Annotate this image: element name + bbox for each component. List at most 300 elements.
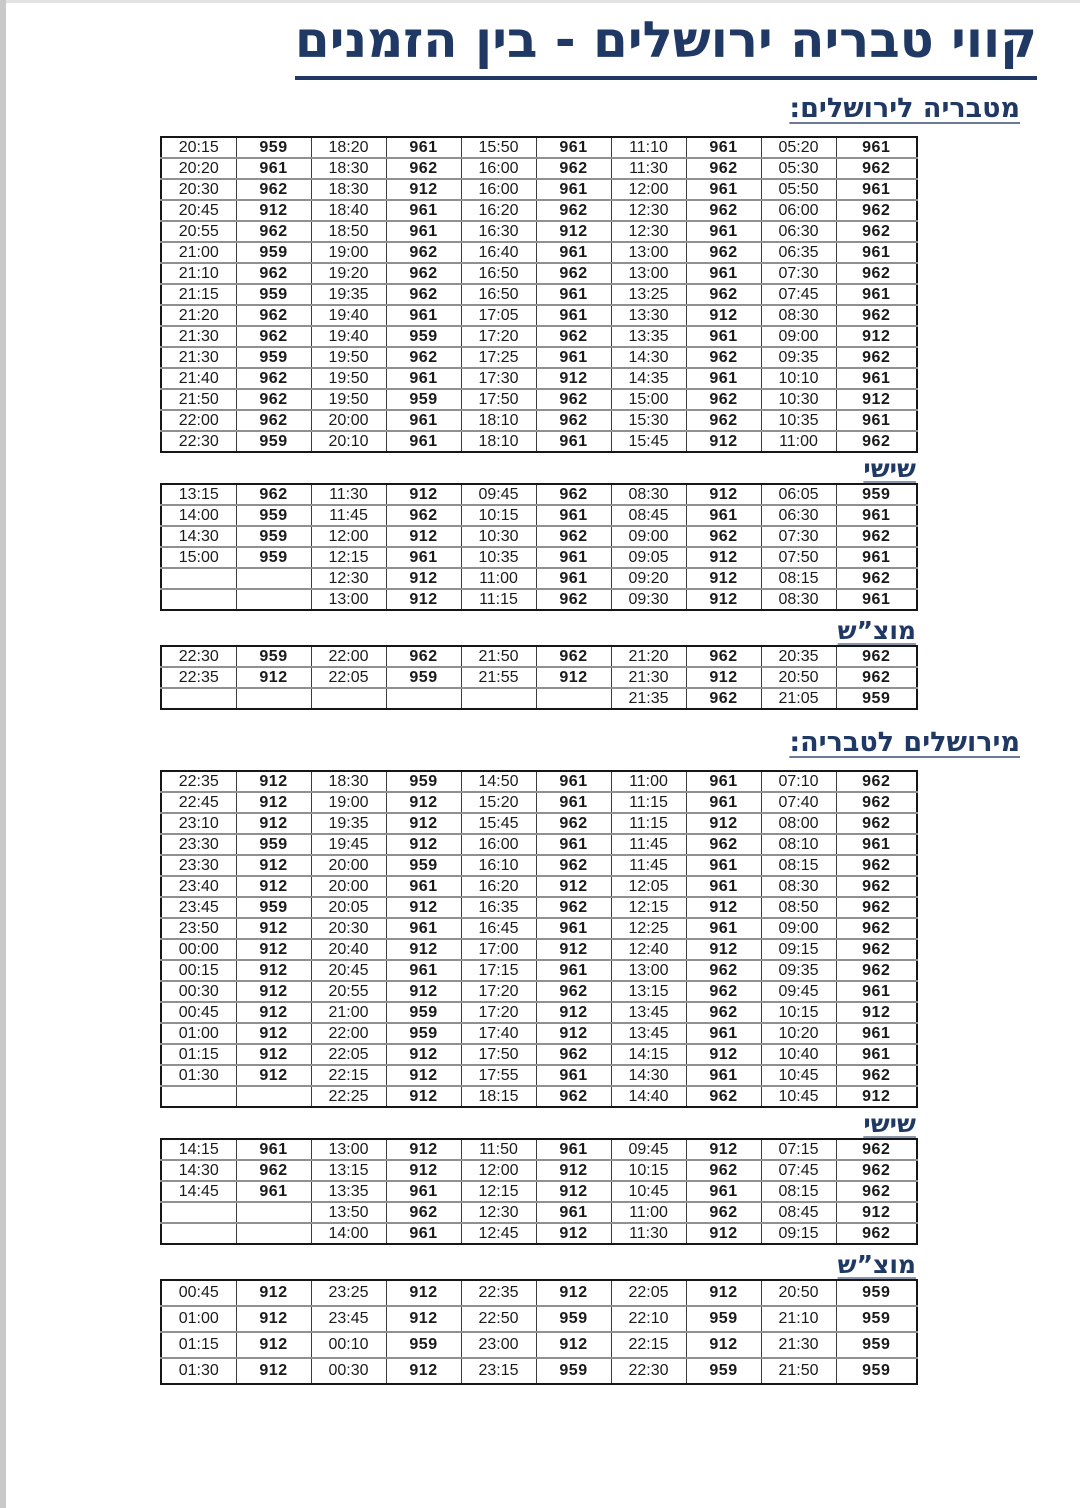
departure-time-cell: 05:20 — [761, 137, 836, 158]
departure-time-cell: 19:00 — [311, 242, 386, 263]
line-number-cell: 961 — [836, 242, 917, 263]
departure-time-cell: 12:30 — [611, 200, 686, 221]
line-number-cell: 959 — [236, 646, 311, 667]
timetable-row — [161, 326, 917, 347]
line-number-cell: 912 — [236, 939, 311, 960]
departure-time-cell: 20:05 — [311, 897, 386, 918]
departure-time-cell: 21:00 — [311, 1002, 386, 1023]
departure-time-cell: 22:15 — [311, 1065, 386, 1086]
line-number-cell: 961 — [536, 242, 611, 263]
line-number-cell: 912 — [386, 1086, 461, 1107]
line-number-cell: 962 — [236, 484, 311, 505]
line-number-cell: 961 — [536, 960, 611, 981]
line-number-cell — [386, 688, 461, 709]
departure-time-cell: 22:30 — [161, 431, 236, 452]
line-number-cell: 961 — [686, 876, 761, 897]
timetable-row — [161, 347, 917, 368]
timetable-row — [161, 200, 917, 221]
departure-time-cell: 22:50 — [461, 1306, 536, 1332]
departure-time-cell: 12:30 — [311, 568, 386, 589]
departure-time-cell: 12:25 — [611, 918, 686, 939]
departure-time-cell: 19:40 — [311, 326, 386, 347]
line-number-cell: 912 — [236, 200, 311, 221]
departure-time-cell: 13:00 — [311, 589, 386, 610]
departure-time-cell: 10:15 — [611, 1160, 686, 1181]
line-number-cell: 961 — [236, 158, 311, 179]
departure-time-cell: 21:05 — [761, 688, 836, 709]
line-number-cell: 912 — [686, 1044, 761, 1065]
departure-time-cell: 07:30 — [761, 526, 836, 547]
departure-time-cell: 20:45 — [311, 960, 386, 981]
departure-time-cell: 22:35 — [461, 1280, 536, 1306]
timetable-row — [161, 505, 917, 526]
departure-time-cell: 13:50 — [311, 1202, 386, 1223]
line-number-cell: 912 — [536, 667, 611, 688]
departure-time-cell: 19:40 — [311, 305, 386, 326]
line-number-cell: 961 — [686, 263, 761, 284]
departure-time-cell: 22:35 — [161, 771, 236, 792]
departure-time-cell: 16:20 — [461, 876, 536, 897]
departure-time-cell: 09:30 — [611, 589, 686, 610]
departure-time-cell: 10:45 — [761, 1065, 836, 1086]
departure-time-cell: 14:35 — [611, 368, 686, 389]
timetable-row — [161, 918, 917, 939]
departure-time-cell: 21:00 — [161, 242, 236, 263]
line-number-cell — [236, 589, 311, 610]
departure-time-cell: 09:00 — [761, 326, 836, 347]
line-number-cell: 962 — [236, 410, 311, 431]
departure-time-cell: 00:10 — [311, 1332, 386, 1358]
departure-time-cell: 11:10 — [611, 137, 686, 158]
line-number-cell: 912 — [686, 1139, 761, 1160]
departure-time-cell: 21:50 — [761, 1358, 836, 1384]
line-number-cell: 962 — [686, 1202, 761, 1223]
departure-time-cell: 12:00 — [461, 1160, 536, 1181]
line-number-cell: 912 — [386, 1358, 461, 1384]
departure-time-cell: 01:00 — [161, 1306, 236, 1332]
departure-time-cell: 11:30 — [611, 158, 686, 179]
timetable-row — [161, 688, 917, 709]
line-number-cell: 912 — [236, 771, 311, 792]
line-number-cell: 961 — [536, 568, 611, 589]
departure-time-cell: 17:25 — [461, 347, 536, 368]
line-number-cell: 961 — [536, 284, 611, 305]
departure-time-cell: 17:50 — [461, 389, 536, 410]
departure-time-cell: 17:55 — [461, 1065, 536, 1086]
departure-time-cell: 11:30 — [611, 1223, 686, 1244]
departure-time-cell: 11:45 — [611, 855, 686, 876]
line-number-cell: 961 — [536, 505, 611, 526]
departure-time-cell — [161, 1086, 236, 1107]
departure-time-cell: 09:35 — [761, 960, 836, 981]
line-number-cell: 962 — [536, 981, 611, 1002]
line-number-cell: 962 — [236, 263, 311, 284]
timetable-row — [161, 179, 917, 200]
departure-time-cell: 13:15 — [611, 981, 686, 1002]
line-number-cell: 912 — [536, 1181, 611, 1202]
departure-time-cell — [161, 1223, 236, 1244]
departure-time-cell: 14:30 — [611, 1065, 686, 1086]
line-number-cell: 961 — [236, 1139, 311, 1160]
departure-time-cell: 10:15 — [761, 1002, 836, 1023]
line-number-cell: 962 — [836, 1160, 917, 1181]
departure-time-cell: 06:05 — [761, 484, 836, 505]
line-number-cell: 912 — [236, 981, 311, 1002]
line-number-cell: 962 — [686, 158, 761, 179]
line-number-cell — [236, 568, 311, 589]
departure-time-cell: 11:00 — [611, 771, 686, 792]
line-number-cell: 962 — [536, 410, 611, 431]
line-number-cell: 912 — [386, 834, 461, 855]
departure-time-cell: 18:30 — [311, 179, 386, 200]
timetable-row — [161, 813, 917, 834]
line-number-cell: 912 — [236, 1065, 311, 1086]
departure-time-cell: 20:00 — [311, 410, 386, 431]
timetable-row — [161, 284, 917, 305]
departure-time-cell: 19:50 — [311, 347, 386, 368]
departure-time-cell: 20:10 — [311, 431, 386, 452]
departure-time-cell: 06:00 — [761, 200, 836, 221]
departure-time-cell: 06:30 — [761, 505, 836, 526]
departure-time-cell: 17:05 — [461, 305, 536, 326]
departure-time-cell: 18:10 — [461, 410, 536, 431]
departure-time-cell: 20:50 — [761, 667, 836, 688]
line-number-cell: 962 — [386, 242, 461, 263]
timetable-row — [161, 1160, 917, 1181]
departure-time-cell: 22:05 — [611, 1280, 686, 1306]
departure-time-cell: 23:30 — [161, 834, 236, 855]
departure-time-cell: 07:30 — [761, 263, 836, 284]
line-number-cell: 912 — [386, 589, 461, 610]
line-number-cell: 961 — [686, 771, 761, 792]
departure-time-cell: 12:40 — [611, 939, 686, 960]
line-number-cell: 912 — [536, 1223, 611, 1244]
departure-time-cell: 15:50 — [461, 137, 536, 158]
timetable-row — [161, 368, 917, 389]
departure-time-cell — [311, 688, 386, 709]
line-number-cell: 959 — [386, 1023, 461, 1044]
friday-timetable — [160, 1138, 918, 1245]
line-number-cell: 962 — [836, 221, 917, 242]
line-number-cell: 912 — [536, 1160, 611, 1181]
departure-time-cell: 08:50 — [761, 897, 836, 918]
departure-time-cell: 17:50 — [461, 1044, 536, 1065]
line-number-cell: 962 — [686, 1002, 761, 1023]
timetable-row — [161, 1086, 917, 1107]
line-number-cell: 961 — [836, 284, 917, 305]
timetable-row — [161, 834, 917, 855]
line-number-cell: 961 — [686, 368, 761, 389]
line-number-cell: 912 — [386, 568, 461, 589]
line-number-cell: 962 — [836, 431, 917, 452]
line-number-cell: 912 — [686, 1332, 761, 1358]
line-number-cell: 962 — [836, 960, 917, 981]
line-number-cell: 959 — [236, 242, 311, 263]
line-number-cell: 962 — [686, 526, 761, 547]
departure-time-cell: 23:45 — [311, 1306, 386, 1332]
departure-time-cell: 16:30 — [461, 221, 536, 242]
departure-time-cell: 00:45 — [161, 1280, 236, 1306]
title-row — [0, 8, 1080, 80]
line-number-cell: 912 — [836, 1002, 917, 1023]
departure-time-cell: 20:45 — [161, 200, 236, 221]
line-number-cell: 912 — [386, 526, 461, 547]
departure-time-cell: 12:00 — [611, 179, 686, 200]
departure-time-cell: 23:40 — [161, 876, 236, 897]
line-number-cell: 912 — [686, 305, 761, 326]
line-number-cell: 961 — [236, 1181, 311, 1202]
line-number-cell: 962 — [536, 484, 611, 505]
line-number-cell: 962 — [386, 347, 461, 368]
line-number-cell: 912 — [386, 1280, 461, 1306]
line-number-cell: 962 — [536, 897, 611, 918]
line-number-cell: 912 — [236, 1023, 311, 1044]
departure-time-cell: 22:30 — [611, 1358, 686, 1384]
departure-time-cell: 18:20 — [311, 137, 386, 158]
line-number-cell: 961 — [536, 1202, 611, 1223]
departure-time-cell: 08:15 — [761, 855, 836, 876]
departure-time-cell: 23:45 — [161, 897, 236, 918]
line-number-cell: 912 — [536, 368, 611, 389]
line-number-cell: 961 — [686, 855, 761, 876]
timetable-row — [161, 897, 917, 918]
departure-time-cell: 17:20 — [461, 326, 536, 347]
line-number-cell: 912 — [386, 981, 461, 1002]
line-number-cell: 961 — [836, 1044, 917, 1065]
departure-time-cell: 16:50 — [461, 263, 536, 284]
line-number-cell: 961 — [536, 771, 611, 792]
departure-time-cell: 13:15 — [161, 484, 236, 505]
departure-time-cell: 21:35 — [611, 688, 686, 709]
departure-time-cell: 01:15 — [161, 1044, 236, 1065]
line-number-cell: 912 — [536, 1002, 611, 1023]
line-number-cell: 962 — [236, 179, 311, 200]
departure-time-cell: 07:45 — [761, 1160, 836, 1181]
departure-time-cell — [161, 1202, 236, 1223]
line-number-cell: 912 — [236, 1044, 311, 1065]
departure-time-cell: 14:45 — [161, 1181, 236, 1202]
line-number-cell: 962 — [836, 918, 917, 939]
departure-time-cell: 11:45 — [311, 505, 386, 526]
departure-time-cell: 08:30 — [761, 589, 836, 610]
line-number-cell: 962 — [836, 347, 917, 368]
departure-time-cell: 21:30 — [161, 347, 236, 368]
line-number-cell: 962 — [836, 646, 917, 667]
page-title: קווי טבריה ירושלים - בין הזמנים — [295, 8, 1037, 80]
departure-time-cell: 10:35 — [761, 410, 836, 431]
line-number-cell: 912 — [536, 939, 611, 960]
departure-time-cell: 01:30 — [161, 1358, 236, 1384]
timetable-row — [161, 1044, 917, 1065]
timetable-row — [161, 589, 917, 610]
line-number-cell: 962 — [386, 1202, 461, 1223]
departure-time-cell: 23:25 — [311, 1280, 386, 1306]
line-number-cell: 912 — [236, 960, 311, 981]
departure-time-cell: 17:40 — [461, 1023, 536, 1044]
departure-time-cell: 18:40 — [311, 200, 386, 221]
departure-time-cell — [461, 688, 536, 709]
departure-time-cell: 17:30 — [461, 368, 536, 389]
line-number-cell: 962 — [236, 326, 311, 347]
departure-time-cell: 20:40 — [311, 939, 386, 960]
departure-time-cell: 20:30 — [311, 918, 386, 939]
departure-time-cell: 11:50 — [461, 1139, 536, 1160]
line-number-cell: 912 — [836, 1202, 917, 1223]
departure-time-cell: 13:00 — [611, 960, 686, 981]
line-number-cell: 962 — [836, 667, 917, 688]
line-number-cell: 962 — [836, 568, 917, 589]
line-number-cell: 961 — [386, 960, 461, 981]
motzaei-shabbat-label: מוצ”ש — [837, 616, 916, 645]
line-number-cell: 912 — [836, 1086, 917, 1107]
departure-time-cell: 10:40 — [761, 1044, 836, 1065]
line-number-cell: 959 — [236, 431, 311, 452]
line-number-cell: 962 — [236, 1160, 311, 1181]
line-number-cell: 959 — [836, 1306, 917, 1332]
line-number-cell: 962 — [836, 1139, 917, 1160]
departure-time-cell: 13:35 — [611, 326, 686, 347]
line-number-cell: 912 — [536, 221, 611, 242]
timetable-row — [161, 305, 917, 326]
departure-time-cell: 00:00 — [161, 939, 236, 960]
timetable-row — [161, 547, 917, 568]
departure-time-cell: 20:35 — [761, 646, 836, 667]
line-number-cell: 912 — [236, 667, 311, 688]
departure-time-cell: 17:00 — [461, 939, 536, 960]
departure-time-cell: 23:10 — [161, 813, 236, 834]
line-number-cell: 962 — [536, 646, 611, 667]
line-number-cell: 961 — [536, 431, 611, 452]
timetable-row — [161, 876, 917, 897]
departure-time-cell: 01:30 — [161, 1065, 236, 1086]
line-number-cell: 912 — [686, 431, 761, 452]
departure-time-cell: 21:55 — [461, 667, 536, 688]
departure-time-cell: 12:45 — [461, 1223, 536, 1244]
departure-time-cell: 16:40 — [461, 242, 536, 263]
departure-time-cell: 00:45 — [161, 1002, 236, 1023]
departure-time-cell: 14:15 — [161, 1139, 236, 1160]
line-number-cell: 959 — [386, 389, 461, 410]
line-number-cell: 912 — [236, 792, 311, 813]
departure-time-cell: 09:20 — [611, 568, 686, 589]
departure-time-cell: 12:15 — [611, 897, 686, 918]
timetable-row — [161, 389, 917, 410]
line-number-cell: 912 — [386, 1139, 461, 1160]
departure-time-cell: 10:10 — [761, 368, 836, 389]
departure-time-cell: 13:35 — [311, 1181, 386, 1202]
timetable-row — [161, 1065, 917, 1086]
line-number-cell: 959 — [236, 284, 311, 305]
departure-time-cell: 14:00 — [161, 505, 236, 526]
line-number-cell — [236, 1223, 311, 1244]
line-number-cell: 962 — [536, 526, 611, 547]
line-number-cell: 912 — [236, 918, 311, 939]
timetable-row — [161, 410, 917, 431]
timetable-row — [161, 646, 917, 667]
line-number-cell: 962 — [836, 1065, 917, 1086]
departure-time-cell: 10:45 — [611, 1181, 686, 1202]
departure-time-cell: 16:00 — [461, 834, 536, 855]
line-number-cell: 962 — [836, 200, 917, 221]
timetable-row — [161, 981, 917, 1002]
timetable-row — [161, 1139, 917, 1160]
departure-time-cell: 19:50 — [311, 368, 386, 389]
line-number-cell: 912 — [686, 547, 761, 568]
line-number-cell: 961 — [536, 918, 611, 939]
departure-time-cell: 08:45 — [611, 505, 686, 526]
departure-time-cell: 11:15 — [611, 813, 686, 834]
line-number-cell: 959 — [836, 1358, 917, 1384]
departure-time-cell: 22:25 — [311, 1086, 386, 1107]
departure-time-cell: 00:15 — [161, 960, 236, 981]
line-number-cell: 961 — [686, 179, 761, 200]
line-number-cell: 962 — [686, 834, 761, 855]
line-number-cell: 962 — [686, 389, 761, 410]
line-number-cell: 961 — [386, 200, 461, 221]
line-number-cell: 912 — [686, 1280, 761, 1306]
departure-time-cell: 21:20 — [611, 646, 686, 667]
line-number-cell: 962 — [236, 221, 311, 242]
line-number-cell: 961 — [836, 834, 917, 855]
line-number-cell: 962 — [836, 305, 917, 326]
departure-time-cell: 18:15 — [461, 1086, 536, 1107]
timetable-row — [161, 960, 917, 981]
timetable-row — [161, 1181, 917, 1202]
departure-time-cell: 19:45 — [311, 834, 386, 855]
departure-time-cell: 20:55 — [311, 981, 386, 1002]
line-number-cell: 959 — [686, 1306, 761, 1332]
departure-time-cell: 17:20 — [461, 1002, 536, 1023]
friday-timetable — [160, 483, 918, 611]
departure-time-cell: 10:30 — [461, 526, 536, 547]
departure-time-cell: 22:05 — [311, 1044, 386, 1065]
departure-time-cell: 18:30 — [311, 771, 386, 792]
line-number-cell: 962 — [686, 960, 761, 981]
line-number-cell: 959 — [836, 1332, 917, 1358]
line-number-cell: 912 — [686, 568, 761, 589]
departure-time-cell: 22:35 — [161, 667, 236, 688]
line-number-cell: 962 — [836, 897, 917, 918]
line-number-cell: 961 — [386, 918, 461, 939]
departure-time-cell: 18:50 — [311, 221, 386, 242]
line-number-cell: 959 — [386, 667, 461, 688]
line-number-cell: 962 — [386, 158, 461, 179]
departure-time-cell: 07:15 — [761, 1139, 836, 1160]
departure-time-cell: 15:00 — [161, 547, 236, 568]
departure-time-cell: 19:35 — [311, 284, 386, 305]
line-number-cell: 961 — [686, 792, 761, 813]
line-number-cell: 962 — [686, 284, 761, 305]
departure-time-cell: 21:15 — [161, 284, 236, 305]
departure-time-cell — [161, 568, 236, 589]
line-number-cell: 962 — [836, 1181, 917, 1202]
departure-time-cell: 18:30 — [311, 158, 386, 179]
line-number-cell: 959 — [836, 688, 917, 709]
line-number-cell: 962 — [836, 526, 917, 547]
departure-time-cell: 13:45 — [611, 1023, 686, 1044]
departure-time-cell: 15:30 — [611, 410, 686, 431]
departure-time-cell: 11:15 — [461, 589, 536, 610]
departure-time-cell: 10:45 — [761, 1086, 836, 1107]
line-number-cell: 962 — [836, 158, 917, 179]
line-number-cell: 962 — [236, 305, 311, 326]
line-number-cell — [236, 1086, 311, 1107]
line-number-cell: 959 — [386, 1332, 461, 1358]
departure-time-cell: 21:20 — [161, 305, 236, 326]
line-number-cell: 912 — [686, 1223, 761, 1244]
line-number-cell: 961 — [686, 1181, 761, 1202]
departure-time-cell: 21:30 — [761, 1332, 836, 1358]
